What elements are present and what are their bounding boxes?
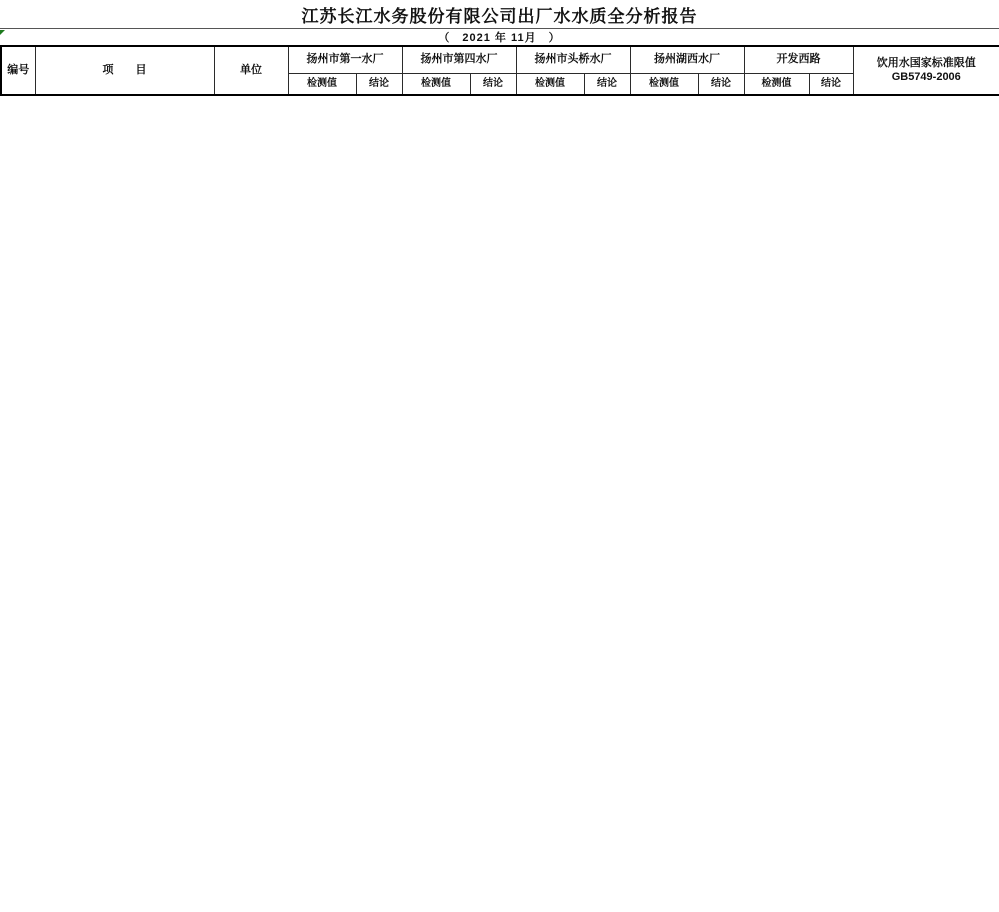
subheader-conclusion-5: 结论 xyxy=(809,73,853,95)
water-quality-table xyxy=(0,45,999,96)
report-title: 江苏长江水务股份有限公司出厂水水质全分析报告 xyxy=(0,0,999,29)
standard-title: 饮用水国家标准限值 xyxy=(876,56,976,69)
report-period: （ 2021 年 11月 ） xyxy=(438,32,561,44)
col-header-item: 项 目 xyxy=(35,46,214,95)
subheader-value-1: 检测值 xyxy=(288,73,356,95)
subheader-conclusion-3: 结论 xyxy=(584,73,630,95)
comment-flag-icon xyxy=(0,30,5,35)
col-header-no: 编号 xyxy=(1,46,35,95)
header-row-plants xyxy=(1,46,999,73)
subheader-value-5: 检测值 xyxy=(744,73,809,95)
col-header-plant-3: 扬州市头桥水厂 xyxy=(516,46,630,73)
standard-code: GB5749-2006 xyxy=(891,70,961,83)
subheader-conclusion-1: 结论 xyxy=(356,73,402,95)
report-subtitle-band xyxy=(0,29,999,45)
subheader-conclusion-4: 结论 xyxy=(698,73,744,95)
col-header-plant-4: 扬州湖西水厂 xyxy=(630,46,744,73)
subheader-value-3: 检测值 xyxy=(516,73,584,95)
col-header-unit: 单位 xyxy=(214,46,288,95)
subheader-conclusion-2: 结论 xyxy=(470,73,516,95)
subheader-value-4: 检测值 xyxy=(630,73,698,95)
subheader-value-2: 检测值 xyxy=(402,73,470,95)
col-header-plant-1: 扬州市第一水厂 xyxy=(288,46,402,73)
col-header-plant-5: 开发西路 xyxy=(744,46,853,73)
col-header-plant-2: 扬州市第四水厂 xyxy=(402,46,516,73)
report-page xyxy=(0,0,999,96)
col-header-standard xyxy=(853,46,999,95)
